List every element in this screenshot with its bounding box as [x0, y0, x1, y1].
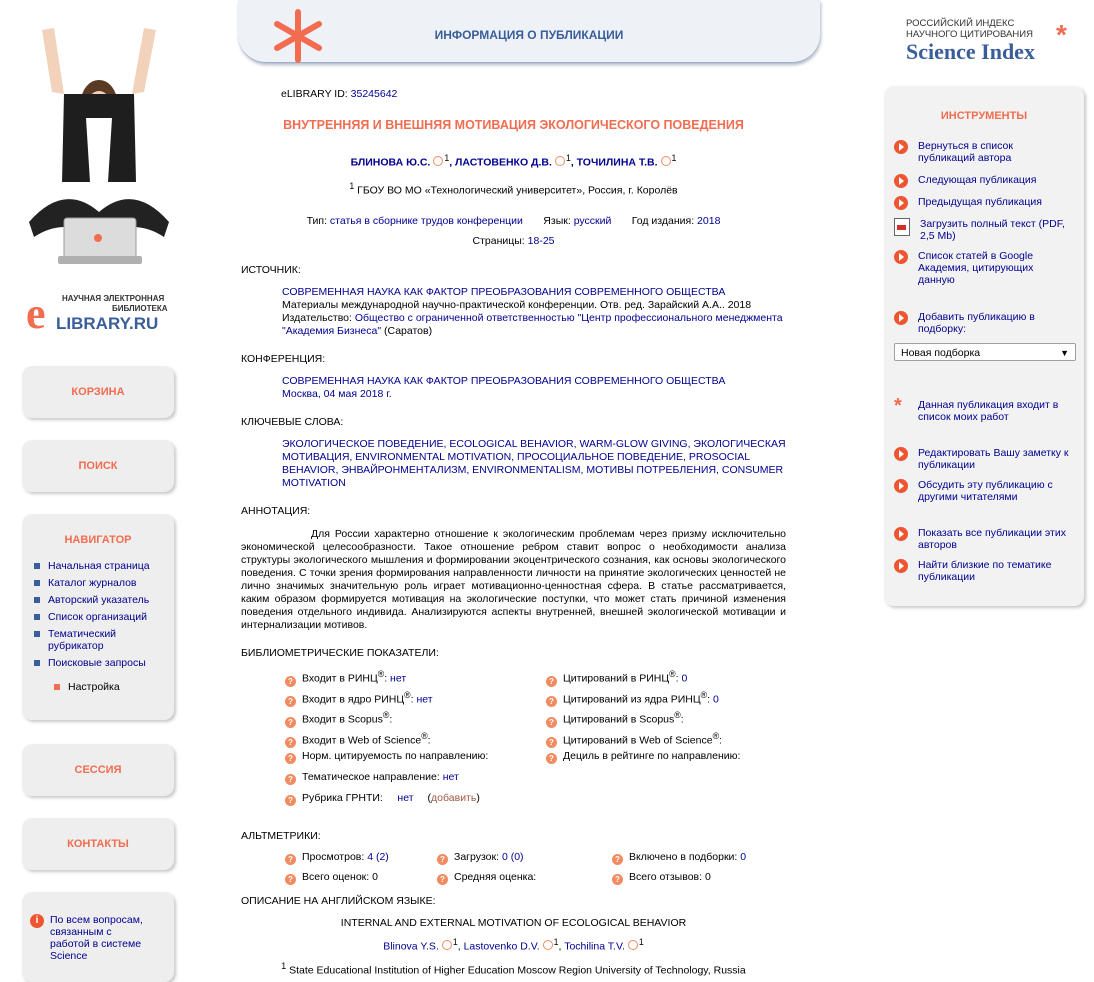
nav-authors[interactable]: Авторский указатель	[48, 594, 150, 606]
asterisk-icon: *	[1056, 19, 1067, 50]
tools-title: ИНСТРУМЕНТЫ	[940, 110, 1028, 122]
help-box	[22, 892, 174, 982]
question-icon[interactable]: ?	[285, 717, 296, 728]
question-icon[interactable]: ?	[546, 753, 557, 764]
bibliometric-row: ? Норм. цитируемость по направлению:	[285, 750, 545, 771]
question-icon[interactable]: ?	[546, 737, 557, 748]
tool-similar[interactable]: Найти близкие по тематике публикации	[894, 559, 1072, 583]
arrow-right-icon	[894, 447, 908, 461]
bullet-icon	[34, 597, 40, 603]
tool-add-to-collection[interactable]: Добавить публикацию в подборку:	[894, 311, 1072, 335]
bullet-icon	[34, 580, 40, 586]
info-icon: i	[30, 914, 44, 928]
contacts-box[interactable]	[22, 818, 174, 870]
pages: Страницы: 18-25	[472, 235, 555, 247]
bibliometric-row: ? Дециль в рейтинге по направлению:	[546, 750, 786, 771]
bibliometric-row: ? Цитирований из ядра РИНЦ®: 0	[546, 689, 786, 710]
english-label: ОПИСАНИЕ НА АНГЛИЙСКОМ ЯЗЫКЕ:	[241, 895, 436, 907]
bibliometric-row: ? Входит в Web of Science®:	[285, 730, 545, 751]
pdf-icon	[894, 218, 910, 236]
affiliation: $^1$ ГБОУ ВО МО «Технологический университет», Россия, г. Королёв	[349, 180, 678, 196]
bibliometric-row: ? Цитирований в РИНЦ®: 0	[546, 668, 786, 689]
session-link[interactable]: СЕССИЯ	[74, 764, 122, 776]
cart-link[interactable]: КОРЗИНА	[71, 386, 125, 398]
nav-home[interactable]: Начальная страница	[48, 560, 150, 572]
question-icon[interactable]: ?	[285, 676, 296, 687]
arrow-right-icon	[894, 479, 908, 493]
search-box[interactable]	[22, 440, 174, 492]
arrow-right-icon	[894, 311, 908, 325]
tool-google-scholar[interactable]: Список статей в Google Академия, цитирующих данную	[894, 250, 1072, 286]
bibliometric-row: ? Цитирований в Scopus®:	[546, 709, 786, 730]
navigator-list	[22, 560, 174, 693]
help-text: По всем вопросам, связанным с работой в системе Science	[50, 914, 143, 962]
header-banner	[238, 0, 820, 63]
question-icon[interactable]: ?	[285, 737, 296, 748]
altmetric-item: ? Загрузок: 0 (0)	[437, 851, 524, 865]
english-affiliation: $^1$ State Educational Institution of Higher Education Moscow Region University of Technology, Russia	[281, 960, 746, 976]
tool-authors-publications[interactable]: Показать все публикации этих авторов	[894, 527, 1072, 551]
english-title: INTERNAL AND EXTERNAL MOTIVATION OF ECOLOGICAL BEHAVIOR	[340, 917, 687, 929]
pub-meta: Тип: статья в сборнике трудов конференции Язык: русский Год издания: 2018	[306, 215, 721, 227]
abstract-label: АННОТАЦИЯ:	[241, 505, 311, 517]
publisher-link[interactable]: Общество с ограниченной ответственностью "Центр профессионального менеджмента "Академия Бизнеса"	[282, 312, 783, 337]
add-rubric-link[interactable]: добавить	[431, 791, 477, 804]
elibrary-id-value: 35245642	[350, 88, 398, 100]
person-icon	[661, 156, 671, 166]
question-icon[interactable]: ?	[546, 676, 557, 687]
english-authors: Blinova Y.S. $^1$, Lastovenko D.V. $^1$, Tochilina T.V. $^1$	[383, 937, 644, 953]
altmetrics-block	[241, 851, 786, 891]
abstract-text: Для России характерно отношение к экологическим проблемам через призму исключительно экономической целесообразности. Такое отношение ребром ставит вопрос о необходимости анализа структуры экологического мышления и формировании экоцентрического сознания, как основы экологического поведения. С точки зрения формирования направленности личности на принятие экологических ценностей не лично значимых значительную роль играет мотивационно-ценностная сфера. В статье рассматривается, каким образом формируется мотивация на экологические поступки, что может стать причиной изменения поведения отдельного индивида. Анализируются аспекты внутренней, внешней экологической мотивации и интернализации мотивов.	[241, 528, 786, 631]
asterisk-icon: *	[894, 395, 902, 417]
tool-discuss[interactable]: Обсудить эту публикацию с другими читателями	[894, 479, 1072, 503]
navigator-box	[22, 514, 174, 720]
question-icon[interactable]: ?	[612, 854, 623, 865]
bullet-icon	[54, 684, 60, 690]
nav-rubricator[interactable]: Тематический рубрикатор	[48, 628, 117, 652]
science-index-logo[interactable]: РОССИЙСКИЙ ИНДЕКС НАУЧНОГО ЦИТИРОВАНИЯ Science Index *	[906, 18, 1067, 64]
hero-image	[24, 22, 174, 272]
tool-prev-publication[interactable]: Предыдущая публикация	[894, 196, 1072, 210]
bibliometric-row: ? Рубрика ГРНТИ: нет (добавить)	[285, 792, 545, 813]
question-icon[interactable]: ?	[437, 854, 448, 865]
source-title-link[interactable]: СОВРЕМЕННАЯ НАУКА КАК ФАКТОР ПРЕОБРАЗОВАНИЯ СОВРЕМЕННОГО ОБЩЕСТВА	[282, 286, 726, 298]
author-link[interactable]: ЛАСТОВЕНКО Д.В.	[455, 156, 552, 169]
person-icon	[555, 156, 565, 166]
arrow-right-icon	[894, 250, 908, 264]
person-icon	[628, 940, 638, 950]
arrow-right-icon	[894, 196, 908, 210]
collection-select[interactable]: Новая подборка ▼	[894, 343, 1076, 361]
authors-line: БЛИНОВА Ю.С. $^1$, ЛАСТОВЕНКО Д.В. $^1$, ТОЧИЛИНА Т.В. $^1$	[350, 153, 677, 169]
conference-title-link[interactable]: СОВРЕМЕННАЯ НАУКА КАК ФАКТОР ПРЕОБРАЗОВАНИЯ СОВРЕМЕННОГО ОБЩЕСТВА	[282, 375, 726, 387]
altmetrics-label: АЛЬТМЕТРИКИ:	[241, 830, 321, 842]
source-label: ИСТОЧНИК:	[241, 264, 301, 276]
question-icon[interactable]: ?	[285, 874, 296, 885]
main-content	[241, 88, 786, 977]
nav-settings[interactable]: Настройка	[68, 681, 120, 693]
bullet-icon	[34, 614, 40, 620]
nav-journals[interactable]: Каталог журналов	[48, 577, 137, 589]
question-icon[interactable]: ?	[285, 854, 296, 865]
tool-edit-note[interactable]: Редактировать Вашу заметку к публикации	[894, 447, 1072, 471]
altmetric-item: ? Включено в подборки: 0	[612, 851, 746, 865]
question-icon[interactable]: ?	[285, 774, 296, 785]
arrow-right-icon	[894, 174, 908, 188]
tool-next-publication[interactable]: Следующая публикация	[894, 174, 1072, 188]
nav-queries[interactable]: Поисковые запросы	[48, 657, 146, 669]
bibliometric-row: ? Входит в Scopus®:	[285, 709, 545, 730]
person-icon	[543, 940, 553, 950]
altmetric-item: ? Средняя оценка:	[437, 871, 536, 885]
author-link[interactable]: Tochilina T.V.	[564, 940, 625, 953]
keywords-label: КЛЮЧЕВЫЕ СЛОВА:	[241, 416, 344, 428]
nav-organizations[interactable]: Список организаций	[48, 611, 148, 623]
author-link[interactable]: ТОЧИЛИНА Т.В.	[576, 156, 658, 169]
bibliometric-row: ? Цитирований в Web of Science®:	[546, 730, 786, 751]
bullet-icon	[34, 660, 40, 666]
session-box[interactable]	[22, 744, 174, 796]
altmetric-item: ? Всего оценок: 0	[285, 871, 378, 885]
publication-title: ВНУТРЕННЯЯ И ВНЕШНЯЯ МОТИВАЦИЯ ЭКОЛОГИЧЕСКОГО ПОВЕДЕНИЯ	[283, 118, 744, 132]
keywords-list[interactable]: ЭКОЛОГИЧЕСКОЕ ПОВЕДЕНИЕ, ECOLOGICAL BEHAVIOR, WARM-GLOW GIVING, ЭКОЛОГИЧЕСКАЯ МОТИВАЦИЯ, ENVIRONMENTAL MOTIVATION, ПРОСОЦИАЛЬНОЕ ПОВЕДЕНИЕ, PROSOCIAL BEHAVIOR, ЭНВАЙРОНМЕНТАЛИЗМ, ENVIRONMENTALISM, МОТИВЫ ПОТРЕБЛЕНИЯ, CONSUMER MOTIVATION	[282, 438, 786, 489]
question-icon[interactable]: ?	[437, 874, 448, 885]
author-link[interactable]: Blinova Y.S.	[383, 940, 439, 953]
bibliometric-row: ? Входит в ядро РИНЦ®: нет	[285, 689, 545, 710]
bibliometric-row: ? Тематическое направление: нет	[285, 771, 545, 792]
tool-my-works[interactable]: * Данная публикация входит в список моих работ	[894, 395, 1059, 423]
person-icon	[433, 156, 443, 166]
source-block: СОВРЕМЕННАЯ НАУКА КАК ФАКТОР ПРЕОБРАЗОВАНИЯ СОВРЕМЕННОГО ОБЩЕСТВА Материалы международной научно-практической конференции. Отв. ред. Зарайский А.А.. 2018 Издательство: Общество с ограниченной ответственностью "Центр профессионального менеджмента "Академия Бизнеса" (Саратов)	[282, 286, 783, 337]
question-icon[interactable]: ?	[612, 874, 623, 885]
altmetric-item: ? Всего отзывов: 0	[612, 871, 711, 885]
question-icon[interactable]: ?	[285, 696, 296, 707]
bibliometric-row: ? Входит в РИНЦ®: нет	[285, 668, 545, 689]
search-link[interactable]: ПОИСК	[78, 460, 118, 472]
question-icon[interactable]: ?	[285, 753, 296, 764]
banner-title: ИНФОРМАЦИЯ О ПУБЛИКАЦИИ	[434, 28, 624, 42]
cart-box[interactable]	[22, 366, 174, 418]
tools-panel	[884, 86, 1084, 606]
arrow-right-icon	[894, 527, 908, 541]
person-icon	[442, 940, 452, 950]
conference-block: СОВРЕМЕННАЯ НАУКА КАК ФАКТОР ПРЕОБРАЗОВАНИЯ СОВРЕМЕННОГО ОБЩЕСТВА Москва, 04 мая 2018 г.	[282, 375, 726, 400]
bullet-icon	[34, 563, 40, 569]
tool-back-to-author[interactable]: Вернуться в список публикаций автора	[894, 140, 1072, 164]
conference-label: КОНФЕРЕНЦИЯ:	[241, 353, 326, 365]
bullet-icon	[34, 631, 40, 637]
contacts-link[interactable]: КОНТАКТЫ	[67, 838, 129, 850]
question-icon[interactable]: ?	[546, 696, 557, 707]
elibrary-id-label: eLIBRARY ID:	[281, 88, 348, 100]
arrow-right-icon	[894, 140, 908, 154]
bibliometrics-label: БИБЛИОМЕТРИЧЕСКИЕ ПОКАЗАТЕЛИ:	[241, 647, 439, 659]
question-icon[interactable]: ?	[546, 717, 557, 728]
author-link[interactable]: БЛИНОВА Ю.С.	[350, 156, 431, 169]
tool-download-pdf[interactable]: Загрузить полный текст (PDF, 2,5 Mb)	[894, 218, 1072, 242]
arrow-right-icon	[894, 559, 908, 573]
chevron-down-icon: ▼	[1060, 348, 1069, 358]
altmetric-item: ? Просмотров: 4 (2)	[285, 851, 389, 865]
elibrary-logo[interactable]: e НАУЧНАЯ ЭЛЕКТРОННАЯ БИБЛИОТЕКА LIBRARY.RU	[26, 289, 168, 338]
bibliometrics-block	[241, 668, 786, 818]
navigator-title: НАВИГАТОР	[64, 534, 132, 546]
author-link[interactable]: Lastovenko D.V.	[463, 940, 540, 953]
question-icon[interactable]: ?	[285, 795, 296, 806]
